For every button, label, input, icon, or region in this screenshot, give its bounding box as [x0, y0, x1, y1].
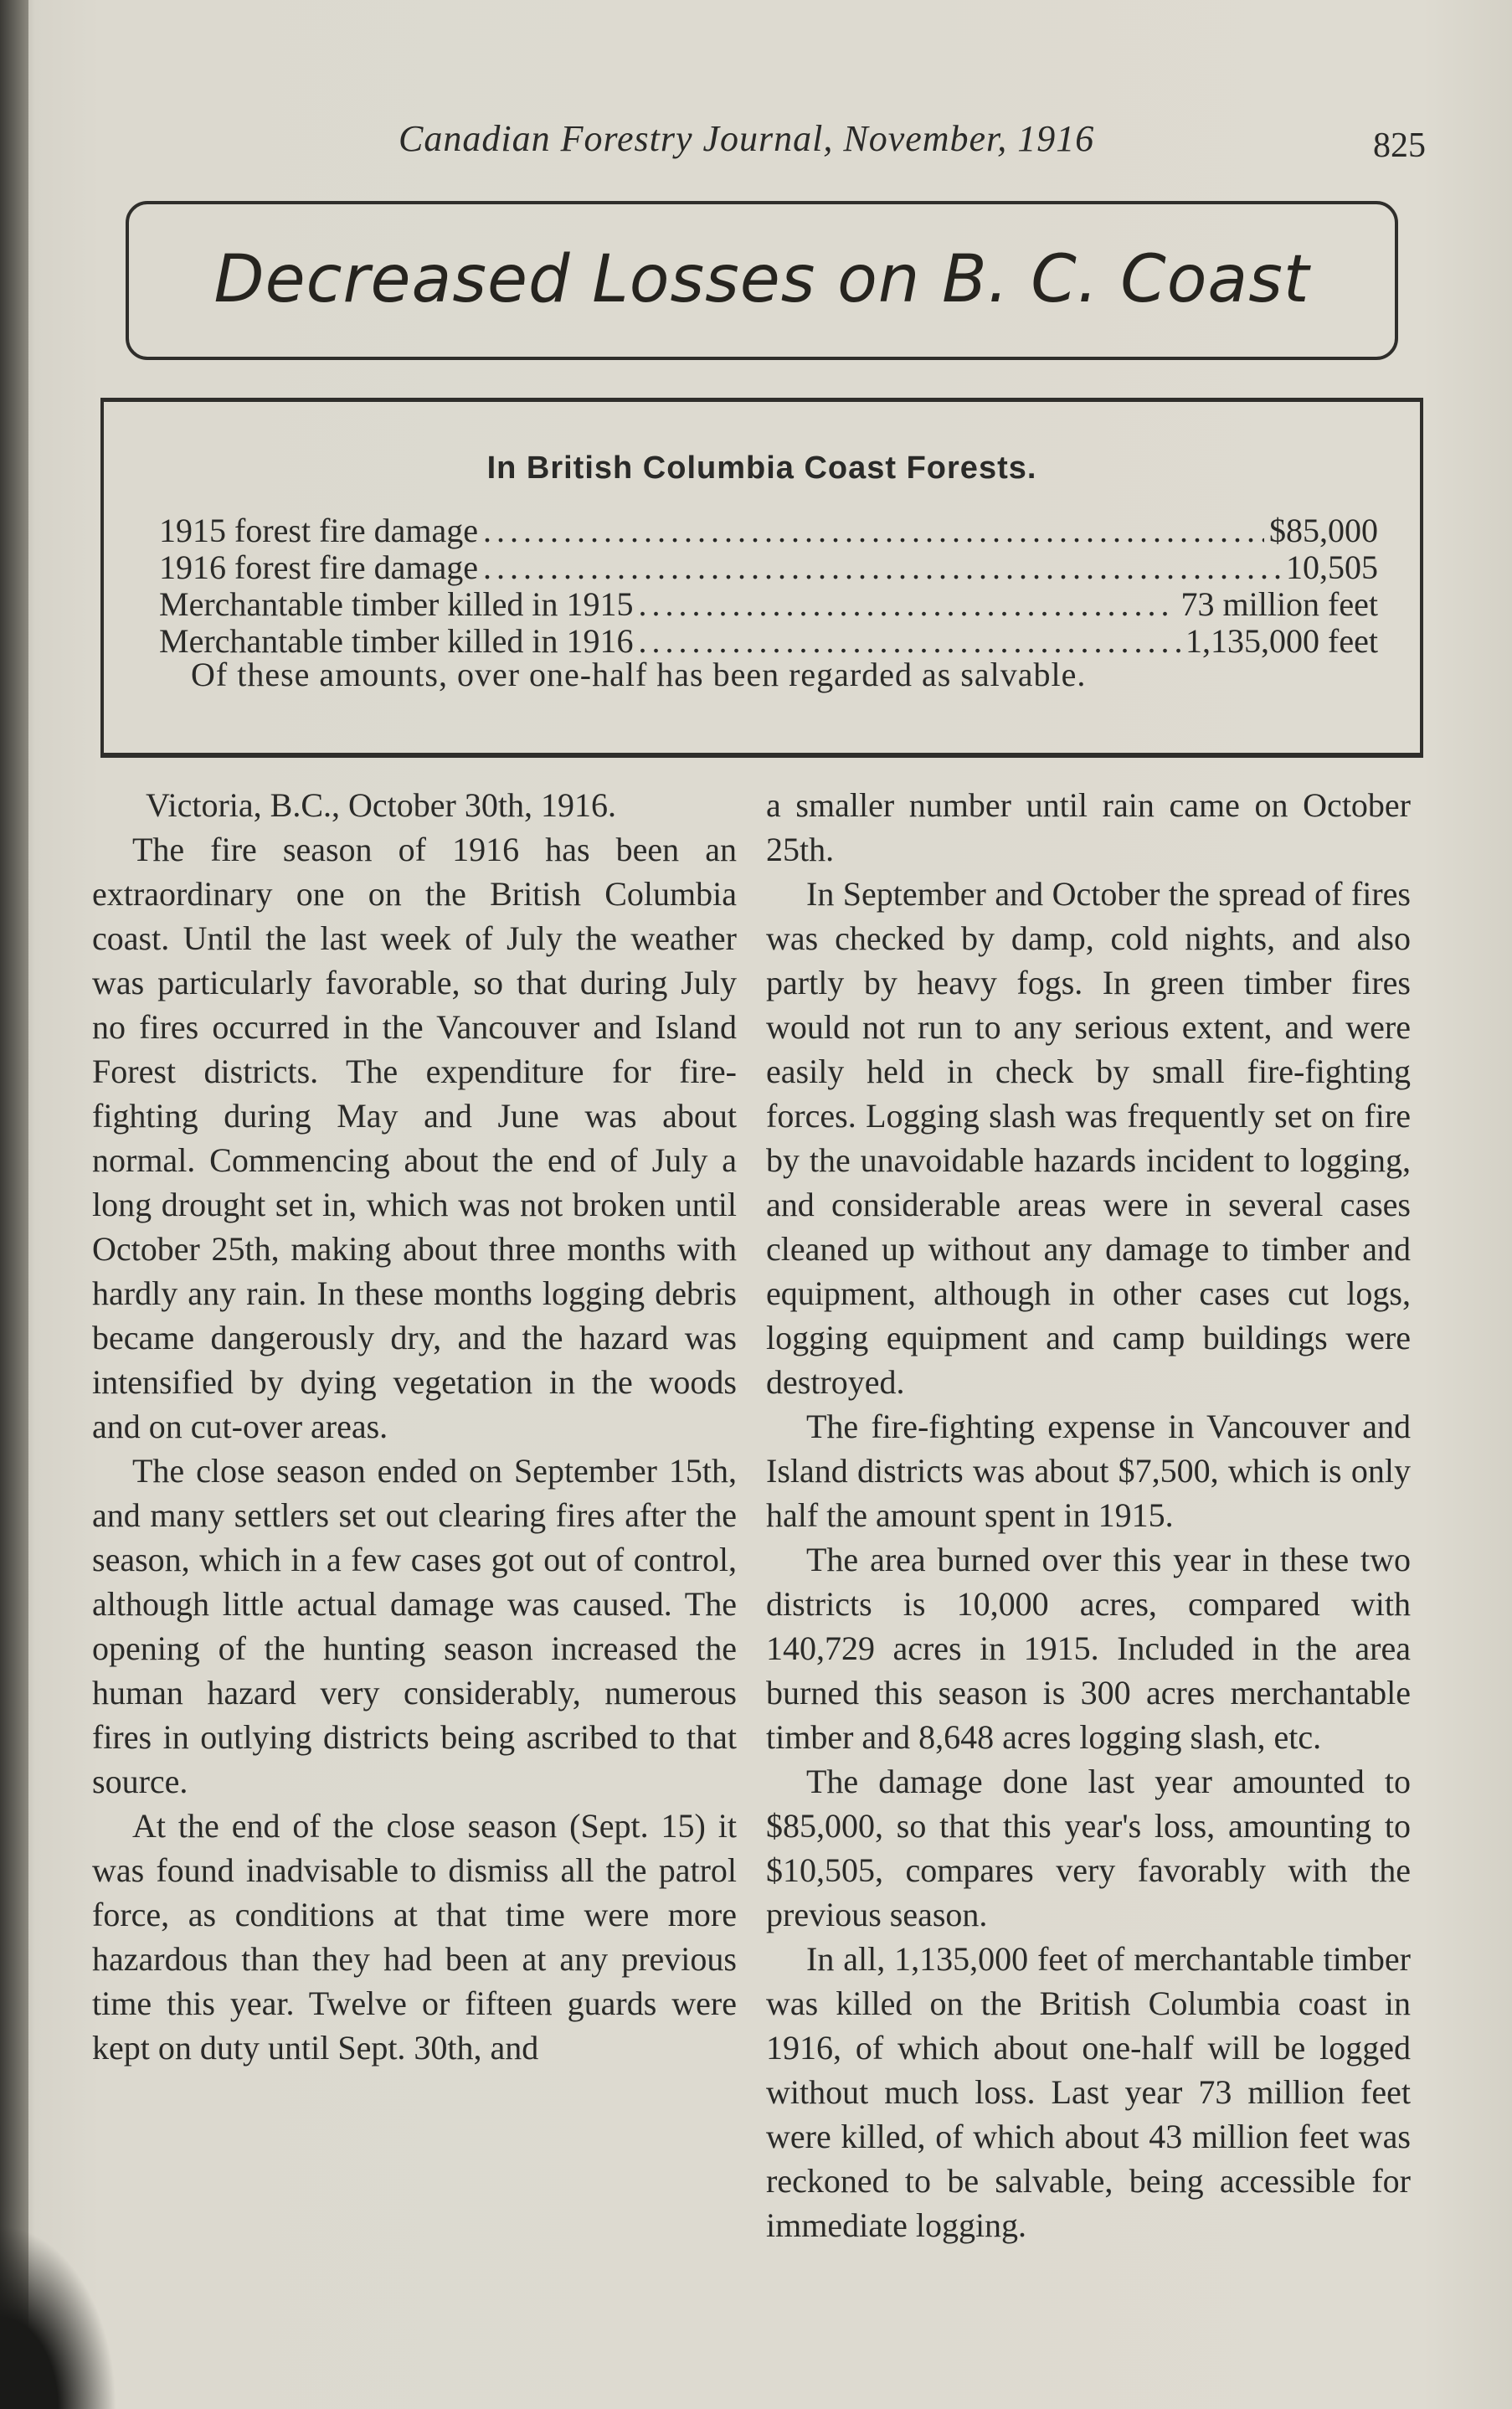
article-column-left — [92, 783, 737, 2070]
dateline: Victoria, B.C., October 30th, 1916. — [146, 786, 616, 824]
corner-shadow — [0, 2225, 117, 2409]
paragraph: In September and October the spread of fires was checked by damp, cold nights, and also partly by heavy fogs. In green timber fires would not run to any serious extent, and were easily held in check by small fire-fighting forces. Logging slash was frequently set on fire by the unavoidable hazards incident to logging, and considerable areas were in several cases cleaned up without any damage to timber and equipment, although in other cases cut logs, logging equipment and camp buildings were destroyed. — [766, 875, 1411, 1401]
paragraph: The damage done last year amounted to $85,000, so that this year's loss, amounting to $10,505, compares very favorably with the previous season. — [766, 1763, 1411, 1933]
summary-row-label: Merchantable timber killed in 1915 — [159, 585, 634, 623]
article-title: Decreased Losses on B. C. Coast — [213, 242, 1310, 317]
paragraph: In all, 1,135,000 feet of merchantable timber was killed on the British Columbia coast in 1916, of which about one-half will be logged without much loss. Last year 73 million feet were killed, of which about 43 million feet was reckoned to be salvable, being accessible for immediate logging. — [766, 1940, 1411, 2244]
summary-row — [159, 511, 1378, 549]
summary-row-value: $85,000 — [1269, 512, 1378, 549]
paragraph-continued: a smaller number until rain came on October 25th. — [766, 786, 1411, 868]
summary-heading: In British Columbia Coast Forests. — [486, 450, 1037, 486]
summary-row-label: 1915 forest fire damage — [159, 512, 478, 549]
leader-dots — [639, 584, 1176, 624]
summary-row-value: 73 million feet — [1180, 585, 1378, 623]
binding-shadow — [0, 0, 28, 2409]
paragraph: At the end of the close season (Sept. 15) it was found inadvisable to dismiss all the patrol force, as conditions at that time were more hazardous than they had been at any previous time this year. Twelve or fifteen guards were kept on duty until Sept. 30th, and — [92, 1807, 737, 2067]
summary-row-value: 10,505 — [1286, 548, 1378, 586]
summary-note: Of these amounts, over one-half has been regarded as salvable. — [191, 656, 1087, 693]
leader-dots — [483, 548, 1281, 587]
article-column-right — [766, 783, 1411, 2247]
page-number: 825 — [1373, 126, 1426, 165]
summary-row-label: Merchantable timber killed in 1916 — [159, 622, 634, 660]
paragraph: The close season ended on September 15th, and many settlers set out clearing fires after the season, which in a few cases got out of control, although little actual damage was caused. The opening of the hunting season increased the human hazard very considerably, numerous fires in outlying districts being ascribed to that source. — [92, 1452, 737, 1800]
paragraph: The fire season of 1916 has been an extraordinary one on the British Columbia coast. Until the last week of July the weather was particularly favorable, so that during July no fires occurred in the Vancouver and Island Forest districts. The expenditure for fire-fighting during May and June was about normal. Commencing about the end of July a long drought set in, which was not broken until October 25th, making about three months with hardly any rain. In these months logging debris became dangerously dry, and the hazard was intensified by dying vegetation in the woods and on cut-over areas. — [92, 831, 737, 1445]
summary-row-value: 1,135,000 feet — [1185, 622, 1378, 660]
running-head: Canadian Forestry Journal, November, 1916 — [399, 118, 1095, 159]
paragraph: The fire-fighting expense in Vancouver and Island districts was about $7,500, which is only half the amount spent in 1915. — [766, 1408, 1411, 1534]
leader-dots — [483, 511, 1264, 550]
summary-row-label: 1916 forest fire damage — [159, 548, 478, 586]
summary-row — [159, 584, 1378, 623]
title-box — [126, 201, 1398, 360]
paragraph: The area burned over this year in these two districts is 10,000 acres, compared with 140,729 acres in 1915. Included in the area burned this season is 300 acres merchantable timber and 8,648 acres logging slash, etc. — [766, 1541, 1411, 1756]
summary-box — [100, 398, 1423, 758]
summary-row — [159, 548, 1378, 586]
